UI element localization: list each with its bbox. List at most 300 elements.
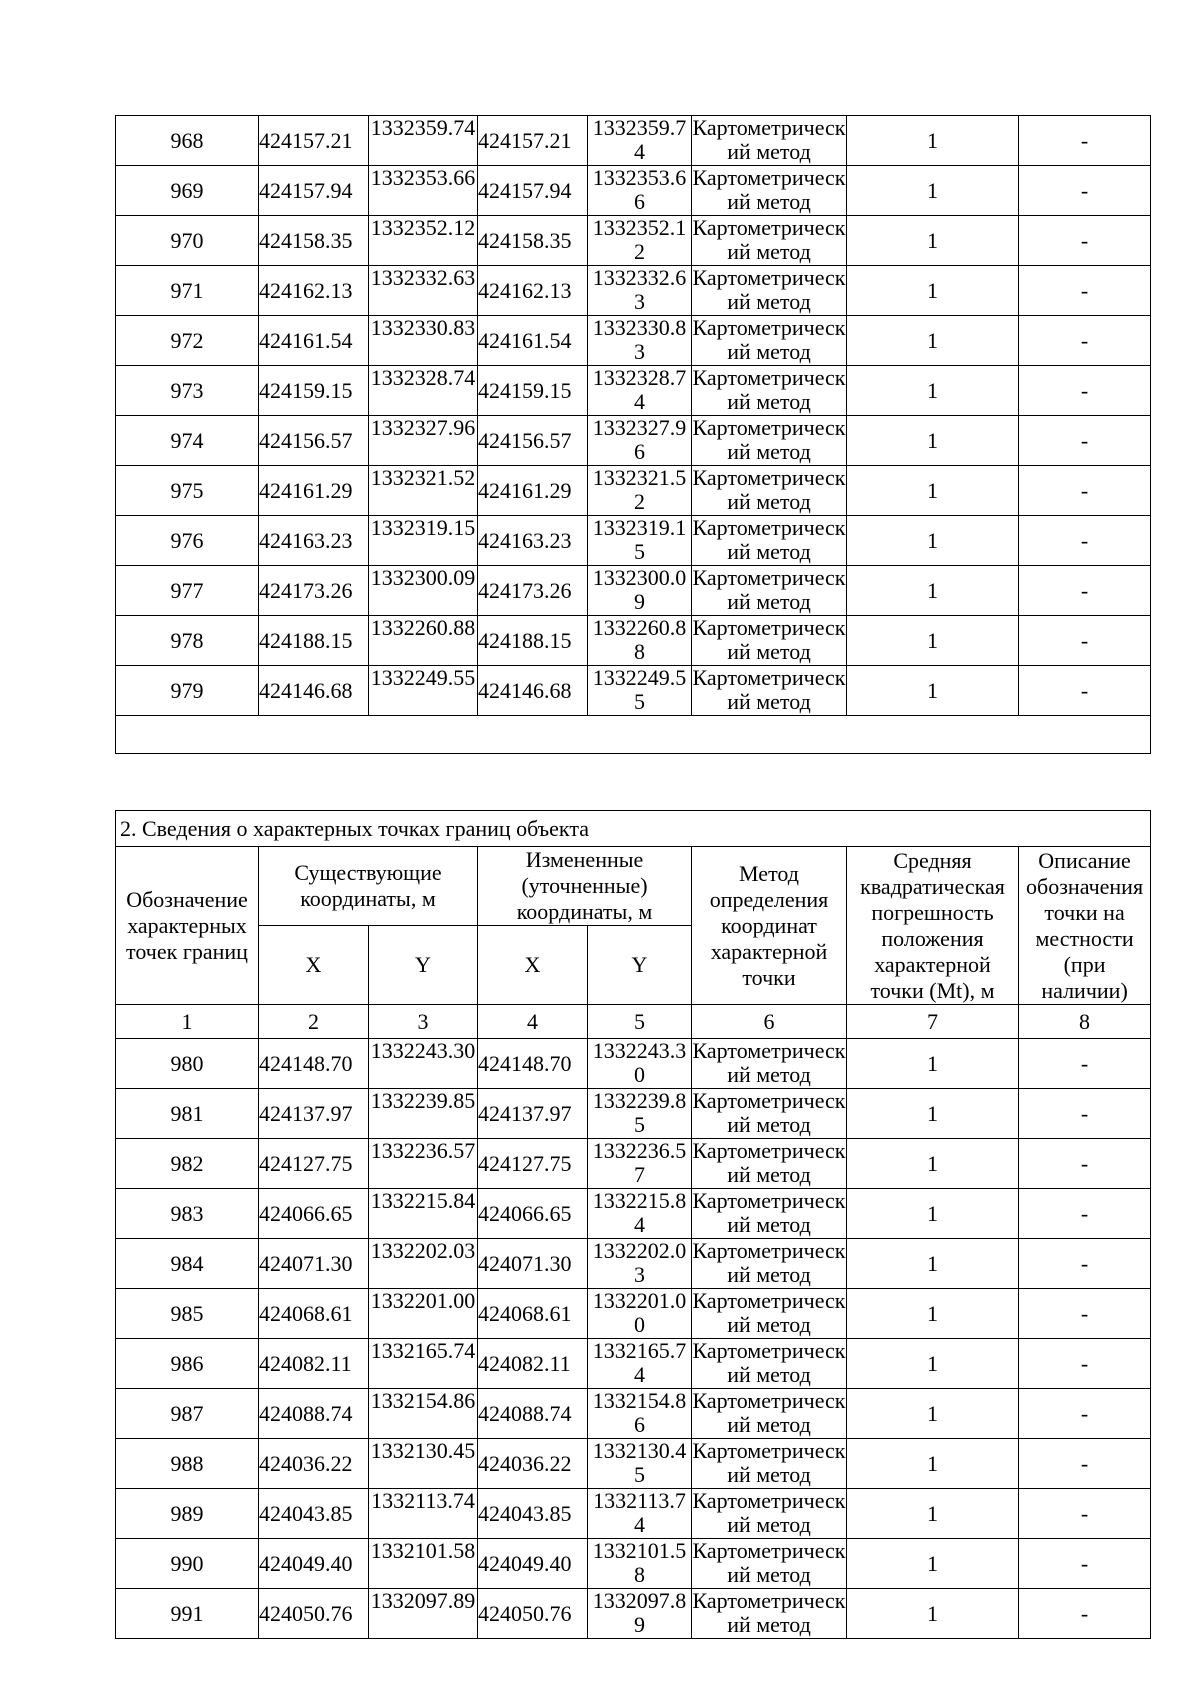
cell-changed-x: 424156.57 — [478, 416, 588, 466]
cell-description: - — [1019, 166, 1151, 216]
cell-text: 1332353.66 — [592, 166, 687, 214]
cell-method — [692, 1389, 847, 1439]
cell-point-id: 978 — [116, 616, 259, 666]
cell-existing-x: 424088.74 — [259, 1389, 369, 1439]
cell-description: - — [1019, 316, 1151, 366]
header-existing-coords: Существующие координаты, м — [259, 847, 478, 926]
cell-error-mt: 1 — [847, 1339, 1019, 1389]
cell-changed-x: 424162.13 — [478, 266, 588, 316]
cell-point-id: 969 — [116, 166, 259, 216]
cell-method — [692, 216, 847, 266]
cell-description: - — [1019, 1139, 1151, 1189]
boundary-points-table — [115, 810, 1151, 1639]
cell-error-mt: 1 — [847, 566, 1019, 616]
cell-text: 1332330.83 — [370, 316, 476, 340]
cell-text: 1332165.74 — [592, 1339, 687, 1387]
cell-changed-y — [588, 316, 692, 366]
cell-existing-y — [369, 416, 478, 466]
cell-changed-y — [588, 1339, 692, 1389]
cell-changed-y — [588, 416, 692, 466]
header-designation: Обозначение характерных точек границ — [116, 847, 259, 1005]
cell-changed-y — [588, 1439, 692, 1489]
cell-text: 1332359.74 — [370, 116, 476, 140]
cell-changed-y — [588, 1589, 692, 1639]
cell-error-mt: 1 — [847, 266, 1019, 316]
cell-text: 1332243.30 — [370, 1039, 476, 1063]
cell-error-mt: 1 — [847, 466, 1019, 516]
cell-point-id: 979 — [116, 666, 259, 716]
cell-text: 1332097.89 — [370, 1589, 476, 1613]
cell-changed-x: 424157.94 — [478, 166, 588, 216]
cell-existing-y — [369, 616, 478, 666]
cell-description: - — [1019, 1589, 1151, 1639]
cell-point-id: 972 — [116, 316, 259, 366]
cell-changed-y — [588, 566, 692, 616]
cell-method — [692, 1539, 847, 1589]
cell-changed-x: 424127.75 — [478, 1139, 588, 1189]
table-row — [116, 1289, 1151, 1339]
cell-text: Картометрический метод — [692, 216, 846, 264]
cell-existing-x: 424043.85 — [259, 1489, 369, 1539]
header-existing-x: X — [259, 926, 369, 1005]
column-number: 4 — [478, 1005, 588, 1039]
cell-method — [692, 1439, 847, 1489]
cell-text: 1332328.74 — [370, 366, 476, 390]
table-row — [116, 366, 1151, 416]
cell-changed-y — [588, 1289, 692, 1339]
column-number: 1 — [116, 1005, 259, 1039]
cell-text: 1332101.58 — [592, 1539, 687, 1587]
cell-text: 1332236.57 — [370, 1139, 476, 1163]
cell-existing-x: 424036.22 — [259, 1439, 369, 1489]
cell-point-id: 973 — [116, 366, 259, 416]
cell-error-mt: 1 — [847, 1589, 1019, 1639]
cell-text: 1332215.84 — [592, 1189, 687, 1237]
cell-text: Картометрический метод — [692, 316, 846, 364]
cell-text: 1332359.74 — [592, 116, 687, 164]
cell-existing-y — [369, 466, 478, 516]
cell-text: 1332300.09 — [592, 566, 687, 614]
cell-text: Картометрический метод — [692, 166, 846, 214]
cell-description: - — [1019, 666, 1151, 716]
table-row — [116, 466, 1151, 516]
cell-existing-y — [369, 1039, 478, 1089]
cell-changed-x: 424188.15 — [478, 616, 588, 666]
table-row — [116, 1539, 1151, 1589]
cell-existing-x: 424162.13 — [259, 266, 369, 316]
cell-text: 1332215.84 — [370, 1189, 476, 1213]
cell-existing-y — [369, 1289, 478, 1339]
header-changed-x: X — [478, 926, 588, 1005]
cell-description: - — [1019, 516, 1151, 566]
cell-text: 1332321.52 — [370, 466, 476, 490]
cell-text: 1332201.00 — [370, 1289, 476, 1313]
cell-text: Картометрический метод — [692, 1139, 846, 1187]
cell-method — [692, 316, 847, 366]
cell-changed-y — [588, 216, 692, 266]
cell-error-mt: 1 — [847, 366, 1019, 416]
header-existing-y: Y — [369, 926, 478, 1005]
table-row — [116, 1139, 1151, 1189]
cell-text: 1332328.74 — [592, 366, 687, 414]
cell-changed-x: 424161.54 — [478, 316, 588, 366]
cell-description: - — [1019, 1489, 1151, 1539]
table-row — [116, 566, 1151, 616]
cell-changed-x: 424159.15 — [478, 366, 588, 416]
cell-existing-y — [369, 566, 478, 616]
cell-point-id: 970 — [116, 216, 259, 266]
cell-existing-y — [369, 1439, 478, 1489]
cell-text: 1332154.86 — [370, 1389, 476, 1413]
cell-method — [692, 266, 847, 316]
column-number: 7 — [847, 1005, 1019, 1039]
cell-description: - — [1019, 1539, 1151, 1589]
cell-text: Картометрический метод — [692, 516, 846, 564]
cell-existing-x: 424157.94 — [259, 166, 369, 216]
cell-existing-y — [369, 1189, 478, 1239]
cell-changed-y — [588, 116, 692, 166]
cell-description: - — [1019, 216, 1151, 266]
cell-error-mt: 1 — [847, 1439, 1019, 1489]
cell-existing-y — [369, 666, 478, 716]
cell-existing-x: 424050.76 — [259, 1589, 369, 1639]
cell-text: 1332097.89 — [592, 1589, 687, 1637]
column-number: 6 — [692, 1005, 847, 1039]
cell-changed-y — [588, 1189, 692, 1239]
cell-changed-x: 424158.35 — [478, 216, 588, 266]
cell-existing-x: 424127.75 — [259, 1139, 369, 1189]
table-row — [116, 216, 1151, 266]
cell-description: - — [1019, 616, 1151, 666]
cell-error-mt: 1 — [847, 1389, 1019, 1439]
column-number: 8 — [1019, 1005, 1151, 1039]
cell-text: 1332260.88 — [370, 616, 476, 640]
cell-text: 1332327.96 — [592, 416, 687, 464]
cell-point-id: 968 — [116, 116, 259, 166]
cell-text: Картометрический метод — [692, 1489, 846, 1537]
cell-error-mt: 1 — [847, 1039, 1019, 1089]
cell-description: - — [1019, 1289, 1151, 1339]
cell-changed-x: 424082.11 — [478, 1339, 588, 1389]
cell-changed-y — [588, 1539, 692, 1589]
cell-method — [692, 1239, 847, 1289]
cell-existing-y — [369, 266, 478, 316]
cell-text: 1332321.52 — [592, 466, 687, 514]
cell-changed-x: 424173.26 — [478, 566, 588, 616]
table-row — [116, 166, 1151, 216]
cell-existing-x: 424082.11 — [259, 1339, 369, 1389]
cell-changed-x: 424071.30 — [478, 1239, 588, 1289]
cell-changed-x: 424161.29 — [478, 466, 588, 516]
table-row — [116, 666, 1151, 716]
cell-existing-x: 424157.21 — [259, 116, 369, 166]
cell-text: Картометрический метод — [692, 416, 846, 464]
cell-point-id: 989 — [116, 1489, 259, 1539]
cell-changed-x: 424148.70 — [478, 1039, 588, 1089]
table-caption: 2. Сведения о характерных точках границ объекта — [116, 811, 1151, 847]
cell-error-mt: 1 — [847, 516, 1019, 566]
cell-point-id: 983 — [116, 1189, 259, 1239]
cell-text: 1332249.55 — [370, 666, 476, 690]
cell-text: Картометрический метод — [692, 1439, 846, 1487]
cell-point-id: 977 — [116, 566, 259, 616]
table-row — [116, 1389, 1151, 1439]
cell-point-id: 974 — [116, 416, 259, 466]
cell-existing-y — [369, 1339, 478, 1389]
cell-changed-y — [588, 516, 692, 566]
table-row — [116, 1489, 1151, 1539]
cell-point-id: 986 — [116, 1339, 259, 1389]
cell-description: - — [1019, 266, 1151, 316]
cell-method — [692, 1039, 847, 1089]
cell-existing-y — [369, 1489, 478, 1539]
cell-error-mt: 1 — [847, 1539, 1019, 1589]
cell-text: 1332300.09 — [370, 566, 476, 590]
table-row — [116, 1439, 1151, 1489]
cell-text: Картометрический метод — [692, 1189, 846, 1237]
cell-text: 1332319.15 — [592, 516, 687, 564]
cell-method — [692, 116, 847, 166]
cell-existing-x: 424161.54 — [259, 316, 369, 366]
cell-text: 1332113.74 — [371, 1489, 475, 1513]
table-row — [116, 1039, 1151, 1089]
cell-existing-x: 424156.57 — [259, 416, 369, 466]
cell-changed-x: 424137.97 — [478, 1089, 588, 1139]
cell-error-mt: 1 — [847, 1189, 1019, 1239]
cell-text: Картометрический метод — [692, 1039, 846, 1087]
cell-method — [692, 416, 847, 466]
cell-text: 1332236.57 — [592, 1139, 687, 1187]
cell-method — [692, 1589, 847, 1639]
cell-method — [692, 516, 847, 566]
cell-error-mt: 1 — [847, 1289, 1019, 1339]
header-error: Средняя квадратическая погрешность положения характерной точки (Mt), м — [847, 847, 1019, 1005]
cell-point-id: 980 — [116, 1039, 259, 1089]
cell-error-mt: 1 — [847, 666, 1019, 716]
cell-method — [692, 1289, 847, 1339]
cell-method — [692, 166, 847, 216]
cell-text: Картометрический метод — [692, 566, 846, 614]
cell-method — [692, 1139, 847, 1189]
header-method: Метод определения координат характерной точки — [692, 847, 847, 1005]
cell-point-id: 975 — [116, 466, 259, 516]
cell-existing-x: 424066.65 — [259, 1189, 369, 1239]
cell-method — [692, 1089, 847, 1139]
cell-changed-y — [588, 1489, 692, 1539]
cell-description: - — [1019, 1339, 1151, 1389]
cell-text: 1332239.85 — [370, 1089, 476, 1113]
table-row — [116, 616, 1151, 666]
cell-text: 1332130.45 — [592, 1439, 687, 1487]
cell-method — [692, 466, 847, 516]
cell-existing-y — [369, 1239, 478, 1289]
cell-point-id: 987 — [116, 1389, 259, 1439]
cell-point-id: 981 — [116, 1089, 259, 1139]
cell-changed-x: 424068.61 — [478, 1289, 588, 1339]
cell-existing-x: 424188.15 — [259, 616, 369, 666]
cell-method — [692, 566, 847, 616]
column-number: 2 — [259, 1005, 369, 1039]
cell-text: Картометрический метод — [692, 616, 846, 664]
cell-text: 1332101.58 — [370, 1539, 476, 1563]
cell-error-mt: 1 — [847, 1239, 1019, 1289]
cell-point-id: 990 — [116, 1539, 259, 1589]
cell-point-id: 991 — [116, 1589, 259, 1639]
cell-changed-y — [588, 1139, 692, 1189]
cell-changed-y — [588, 616, 692, 666]
cell-existing-y — [369, 516, 478, 566]
cell-existing-y — [369, 366, 478, 416]
cell-text: Картометрический метод — [692, 116, 846, 164]
cell-description: - — [1019, 366, 1151, 416]
column-number: 3 — [369, 1005, 478, 1039]
cell-existing-x: 424159.15 — [259, 366, 369, 416]
empty-row — [116, 716, 1151, 754]
cell-error-mt: 1 — [847, 316, 1019, 366]
table-row — [116, 116, 1151, 166]
cell-existing-x: 424137.97 — [259, 1089, 369, 1139]
points-table-continued — [115, 115, 1151, 754]
cell-text: Картометрический метод — [692, 1339, 846, 1387]
cell-method — [692, 1489, 847, 1539]
cell-error-mt: 1 — [847, 1489, 1019, 1539]
cell-text: Картометрический метод — [692, 1239, 846, 1287]
table-row — [116, 1589, 1151, 1639]
cell-existing-x: 424158.35 — [259, 216, 369, 266]
cell-existing-y — [369, 1139, 478, 1189]
cell-description: - — [1019, 566, 1151, 616]
cell-existing-y — [369, 1089, 478, 1139]
cell-existing-x: 424049.40 — [259, 1539, 369, 1589]
cell-description: - — [1019, 1089, 1151, 1139]
cell-existing-x: 424161.29 — [259, 466, 369, 516]
cell-method — [692, 1189, 847, 1239]
cell-existing-y — [369, 166, 478, 216]
cell-error-mt: 1 — [847, 1139, 1019, 1189]
cell-error-mt: 1 — [847, 416, 1019, 466]
cell-description: - — [1019, 1439, 1151, 1489]
table-row — [116, 416, 1151, 466]
table-row — [116, 1339, 1151, 1389]
cell-text: Картометрический метод — [692, 1589, 846, 1637]
cell-changed-y — [588, 266, 692, 316]
cell-point-id: 984 — [116, 1239, 259, 1289]
header-description: Описание обозначения точки на местности (при наличии) — [1019, 847, 1151, 1005]
cell-point-id: 985 — [116, 1289, 259, 1339]
cell-description: - — [1019, 466, 1151, 516]
cell-error-mt: 1 — [847, 216, 1019, 266]
header-changed-coords: Измененные (уточненные) координаты, м — [478, 847, 692, 926]
cell-description: - — [1019, 1189, 1151, 1239]
cell-text: Картометрический метод — [692, 1089, 846, 1137]
cell-text: 1332327.96 — [370, 416, 476, 440]
cell-text: 1332239.85 — [592, 1089, 687, 1137]
cell-changed-x: 424146.68 — [478, 666, 588, 716]
cell-text: 1332353.66 — [370, 166, 476, 190]
cell-changed-x: 424163.23 — [478, 516, 588, 566]
cell-text: Картометрический метод — [692, 466, 846, 514]
cell-changed-y — [588, 1089, 692, 1139]
cell-existing-y — [369, 1589, 478, 1639]
cell-text: 1332260.88 — [592, 616, 687, 664]
cell-existing-x: 424173.26 — [259, 566, 369, 616]
cell-description: - — [1019, 1239, 1151, 1289]
cell-point-id: 976 — [116, 516, 259, 566]
cell-changed-x: 424036.22 — [478, 1439, 588, 1489]
cell-text: 1332319.15 — [370, 516, 476, 540]
cell-existing-y — [369, 1389, 478, 1439]
cell-method — [692, 1339, 847, 1389]
cell-changed-x: 424050.76 — [478, 1589, 588, 1639]
cell-existing-x: 424068.61 — [259, 1289, 369, 1339]
cell-existing-x: 424148.70 — [259, 1039, 369, 1089]
cell-text: 1332332.63 — [370, 266, 476, 290]
cell-point-id: 982 — [116, 1139, 259, 1189]
cell-description: - — [1019, 116, 1151, 166]
table-row — [116, 1239, 1151, 1289]
cell-text: Картометрический метод — [692, 1289, 846, 1337]
column-number: 5 — [588, 1005, 692, 1039]
cell-text: 1332202.03 — [592, 1239, 687, 1287]
cell-text: 1332352.12 — [592, 216, 687, 264]
cell-text: 1332243.30 — [592, 1039, 687, 1087]
header-changed-y: Y — [588, 926, 692, 1005]
cell-text: 1332330.83 — [592, 316, 687, 364]
cell-changed-x: 424049.40 — [478, 1539, 588, 1589]
cell-error-mt: 1 — [847, 166, 1019, 216]
cell-changed-y — [588, 466, 692, 516]
cell-existing-x: 424163.23 — [259, 516, 369, 566]
cell-changed-y — [588, 166, 692, 216]
cell-error-mt: 1 — [847, 616, 1019, 666]
cell-error-mt: 1 — [847, 116, 1019, 166]
cell-text: 1332202.03 — [370, 1239, 476, 1263]
cell-text: Картометрический метод — [692, 366, 846, 414]
cell-text: Картометрический метод — [692, 1389, 846, 1437]
cell-changed-y — [588, 1239, 692, 1289]
table-row — [116, 1089, 1151, 1139]
table-row — [116, 316, 1151, 366]
cell-text: Картометрический метод — [692, 666, 846, 714]
cell-changed-x: 424066.65 — [478, 1189, 588, 1239]
cell-existing-x: 424071.30 — [259, 1239, 369, 1289]
cell-changed-x: 424157.21 — [478, 116, 588, 166]
cell-changed-x: 424088.74 — [478, 1389, 588, 1439]
cell-method — [692, 616, 847, 666]
cell-text: 1332352.12 — [370, 216, 476, 240]
cell-changed-y — [588, 366, 692, 416]
cell-text: 1332165.74 — [370, 1339, 476, 1363]
cell-changed-y — [588, 1039, 692, 1089]
cell-description: - — [1019, 416, 1151, 466]
cell-existing-y — [369, 116, 478, 166]
table-row — [116, 266, 1151, 316]
cell-text: Картометрический метод — [692, 266, 846, 314]
cell-existing-y — [369, 216, 478, 266]
cell-existing-y — [369, 316, 478, 366]
table-row — [116, 1189, 1151, 1239]
cell-description: - — [1019, 1039, 1151, 1089]
cell-text: Картометрический метод — [692, 1539, 846, 1587]
cell-error-mt: 1 — [847, 1089, 1019, 1139]
cell-changed-y — [588, 1389, 692, 1439]
cell-point-id: 988 — [116, 1439, 259, 1489]
cell-method — [692, 666, 847, 716]
cell-changed-x: 424043.85 — [478, 1489, 588, 1539]
cell-text: 1332332.63 — [592, 266, 687, 314]
cell-method — [692, 366, 847, 416]
cell-changed-y — [588, 666, 692, 716]
